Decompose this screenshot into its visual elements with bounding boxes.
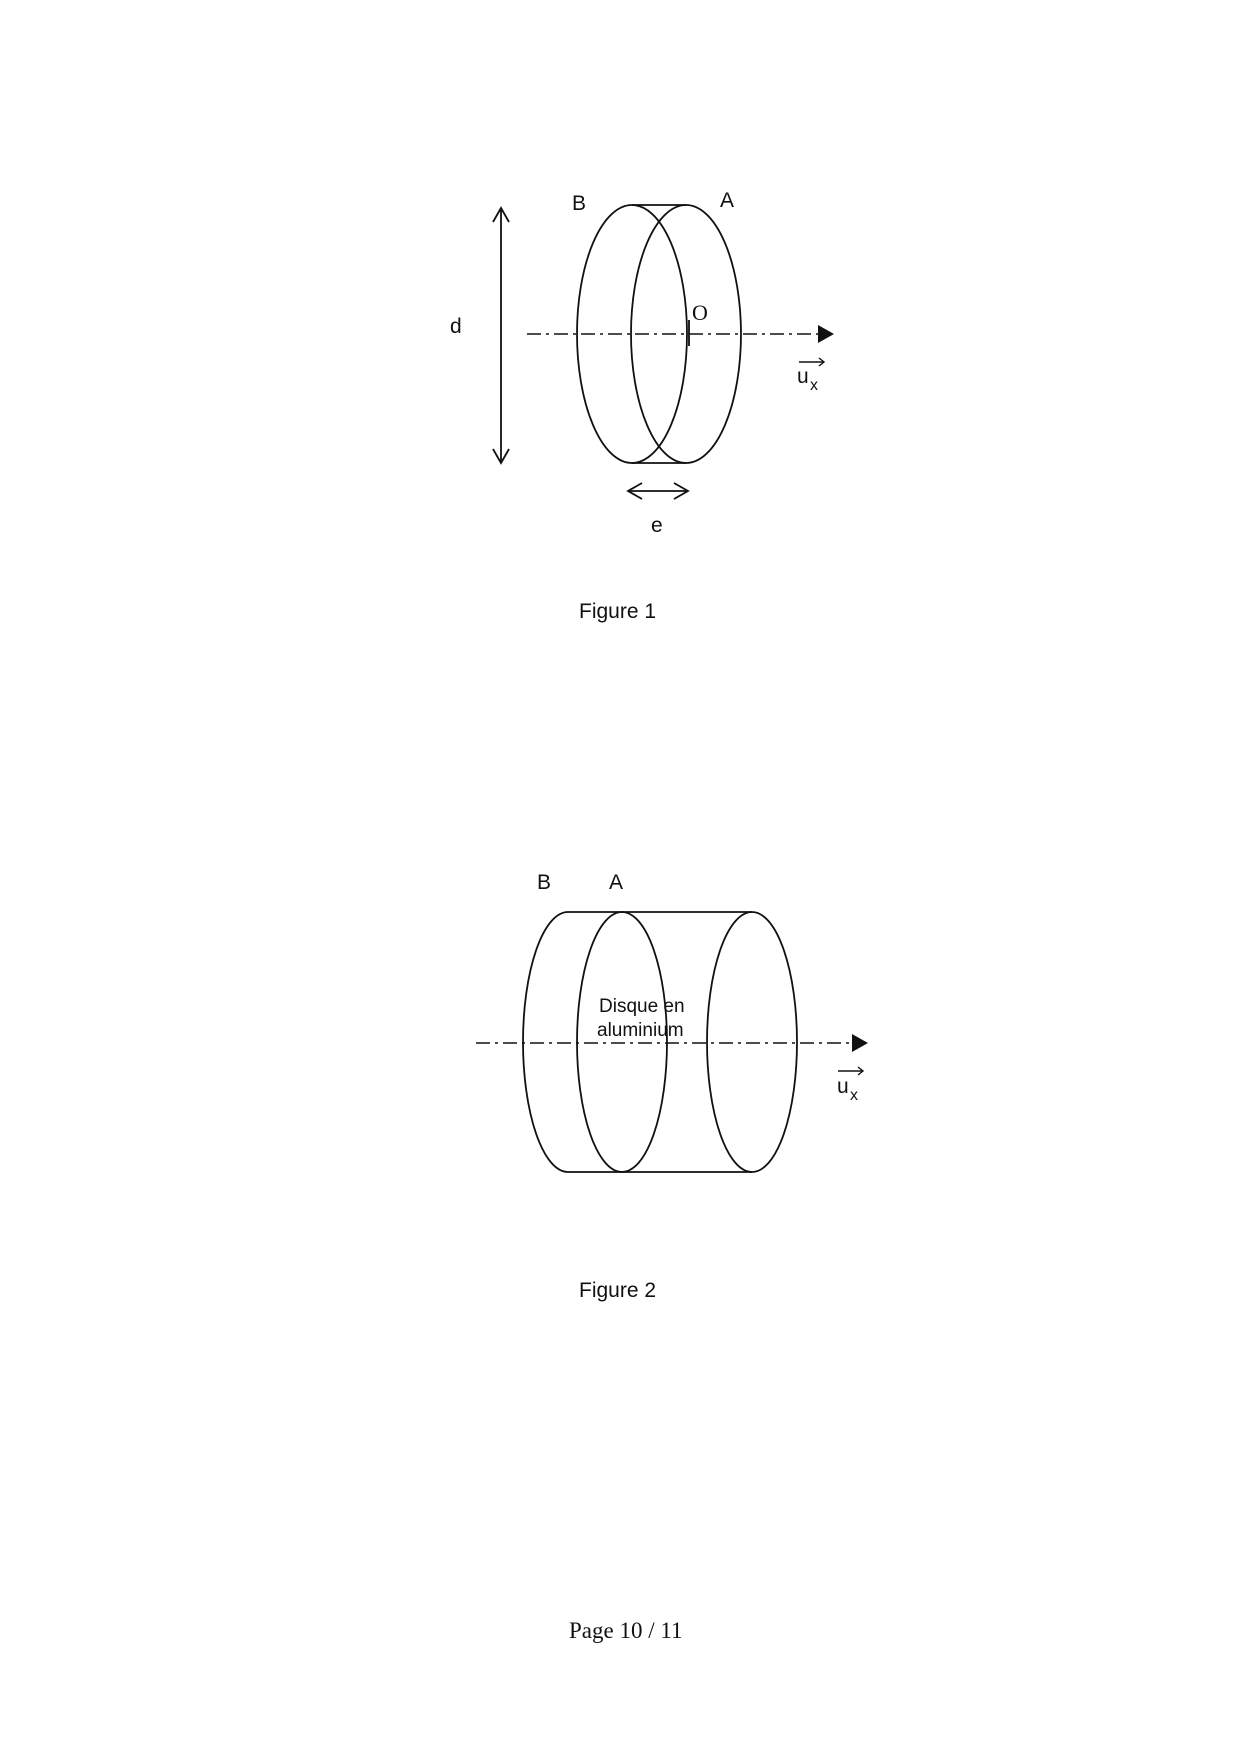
right-face (707, 912, 797, 1172)
aluminium-disk-assembly (523, 912, 797, 1172)
figure-2 (476, 871, 868, 1302)
label-A: A (720, 189, 735, 212)
label-e: e (651, 514, 663, 537)
figure-1 (450, 189, 834, 623)
disk-label-line-2: aluminium (597, 1020, 684, 1041)
label-B: B (572, 192, 587, 215)
vector-subscript-x: x (850, 1087, 858, 1104)
disk-label-line-1: Disque en (599, 996, 685, 1017)
page-number: Page 10 / 11 (569, 1618, 683, 1643)
unit-vector-ux-label (797, 358, 824, 394)
vector-letter-u: u (837, 1075, 849, 1098)
face-A (577, 912, 667, 1172)
label-B: B (537, 871, 552, 894)
label-O: O (692, 300, 708, 325)
face-B-arc (523, 912, 568, 1172)
figure-1-caption: Figure 1 (579, 600, 657, 623)
label-d: d (450, 315, 462, 338)
thickness-dimension-arrow (628, 483, 688, 499)
unit-vector-ux-label (837, 1067, 863, 1104)
x-axis-arrowhead (852, 1034, 868, 1052)
diameter-dimension-arrow (493, 208, 509, 463)
vector-letter-u: u (797, 365, 809, 388)
label-A: A (609, 871, 624, 894)
vector-subscript-x: x (810, 377, 818, 394)
figure-2-caption: Figure 2 (579, 1279, 657, 1302)
x-axis-arrowhead (818, 325, 834, 343)
